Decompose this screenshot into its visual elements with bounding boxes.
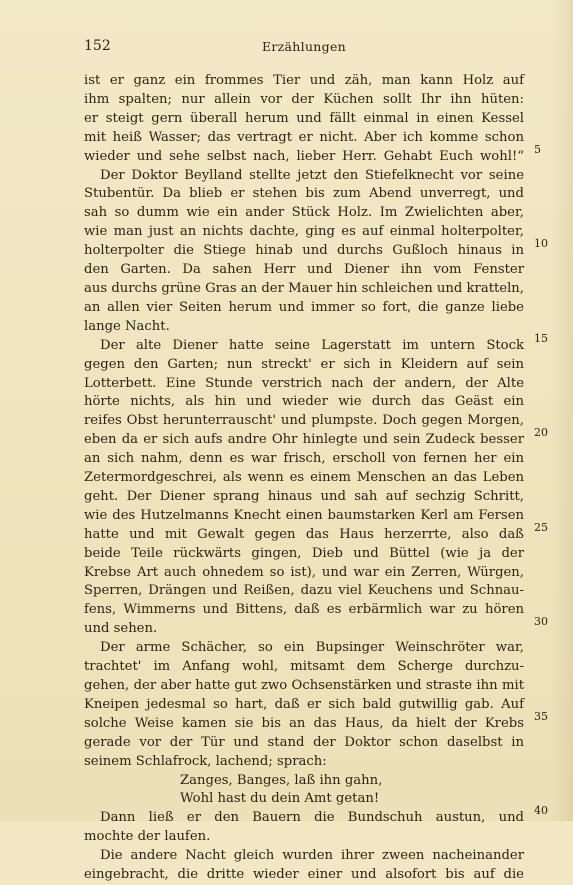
text-line: wie man just an nichts dachte, ging es auf einmal holterpolter,	[84, 224, 524, 240]
verse-line: Wohl hast du dein Amt getan!	[180, 791, 380, 807]
text-line: Die andere Nacht gleich wurden ihrer zween nacheinander	[100, 848, 524, 864]
line-number-marker: 25	[534, 521, 548, 534]
text-body	[84, 72, 524, 885]
text-line: gegen den Garten; nun streckt' er sich in Kleidern auf sein	[84, 356, 524, 372]
text-line: ist er ganz ein frommes Tier und zäh, man kann Holz auf	[84, 73, 524, 88]
text-line: gerade vor der Tür und stand der Doktor schon daselbst in	[84, 734, 524, 750]
text-line: eingebracht, die dritte wieder einer und alsofort bis auf die	[84, 867, 524, 883]
text-line: an allen vier Seiten herum und immer so fort, die ganze liebe	[84, 299, 524, 315]
text-line: Kneipen jedesmal so hart, daß er sich bald gutwillig gab. Auf	[84, 696, 524, 712]
text-line: ihm spalten; nur allein vor der Küchen sollt Ihr ihn hüten:	[84, 91, 524, 107]
running-title: Erzählungen	[261, 39, 347, 54]
text-line: hatte und mit Gewalt gegen das Haus herzerrte, also daß	[84, 526, 524, 542]
text-line: mochte der laufen.	[84, 829, 211, 845]
text-line: solche Weise kamen sie bis an das Haus, da hielt der Krebs	[84, 715, 524, 731]
text-line: Krebse Art auch ohnedem so ist), und war ein Zerren, Würgen,	[84, 564, 524, 580]
text-line: gehen, der aber hatte gut zwo Ochsenstärken und straste ihn mit	[84, 678, 524, 693]
text-line: holterpolter die Stiege hinab und durchs Gußloch hinaus in	[84, 243, 524, 259]
text-line: geht. Der Diener sprang hinaus und sah auf sechzig Schritt,	[84, 488, 524, 504]
text-line: Lotterbett. Eine Stunde verstrich nach der andern, der Alte	[84, 375, 524, 391]
line-number-marker: 10	[534, 237, 548, 250]
line-number-marker: 5	[534, 143, 541, 156]
text-line: aus durchs grüne Gras an der Mauer hin schleichen und kratteln,	[84, 280, 524, 296]
line-number-marker: 15	[534, 332, 548, 345]
text-line: Der alte Diener hatte seine Lagerstatt im untern Stock	[100, 337, 524, 353]
line-number-marker: 30	[534, 615, 548, 628]
text-line: seinem Schlafrock, lachend; sprach:	[84, 753, 327, 769]
page-header	[84, 38, 524, 58]
text-line: an sich nahm, denn es war frisch, erscholl von fernen her ein	[84, 451, 524, 467]
line-number-marker: 20	[534, 426, 548, 439]
text-line: fens, Wimmerns und Bittens, daß es erbärmlich war zu hören	[84, 602, 524, 618]
text-line: Dann ließ er den Bauern die Bundschuh austun, und	[100, 810, 524, 826]
text-line: eben da er sich aufs andre Ohr hinlegte und sein Zudeck besser	[84, 432, 524, 448]
text-line: beide Teile rückwärts gingen, Dieb und Büttel (wie ja der	[84, 545, 524, 561]
text-line: er steigt gern überall herum und fällt einmal in einen Kessel	[84, 110, 524, 126]
text-line: wieder und sehe selbst nach, lieber Herr. Gehabt Euch wohl!“	[84, 148, 524, 164]
text-line: und sehen.	[84, 621, 158, 637]
page-number: 152	[84, 38, 111, 54]
text-line: Zetermordgeschrei, als wenn es einem Menschen an das Leben	[84, 470, 524, 486]
page-edge-shadow	[551, 0, 573, 821]
text-line: reifes Obst herunterrauscht' und plumpste. Doch gegen Morgen,	[84, 413, 524, 429]
text-line: Der arme Schächer, so ein Bupsinger Weinschröter war,	[100, 640, 524, 656]
text-line: mit heiß Wasser; das vertragt er nicht. Aber ich komme schon	[84, 129, 524, 145]
text-line: Sperren, Drängen und Reißen, dazu viel Keuchens und Schnau-	[84, 583, 524, 599]
text-line: hörte nichts, als hin und wieder wie durch das Geäst ein	[84, 394, 524, 410]
text-line: trachtet' im Anfang wohl, mitsamt dem Scherge durchzu-	[84, 659, 524, 675]
verse-line: Zanges, Banges, laß ihn gahn,	[180, 772, 383, 788]
text-line: wie des Hutzelmanns Knecht einen baumstarken Kerl am Fersen	[84, 507, 524, 523]
line-number-marker: 35	[534, 710, 548, 723]
text-line: sah so dumm wie ein ander Stück Holz. Im Zwielichten aber,	[84, 205, 524, 221]
text-line: lange Nacht.	[84, 318, 170, 334]
text-line: Stubentür. Da blieb er stehen bis zum Abend unverregt, und	[84, 186, 524, 202]
line-number-marker: 40	[534, 804, 548, 817]
text-line: Der Doktor Beylland stellte jetzt den Stiefelknecht vor seine	[100, 167, 524, 183]
text-line: den Garten. Da sahen Herr und Diener ihn vom Fenster	[84, 262, 524, 278]
